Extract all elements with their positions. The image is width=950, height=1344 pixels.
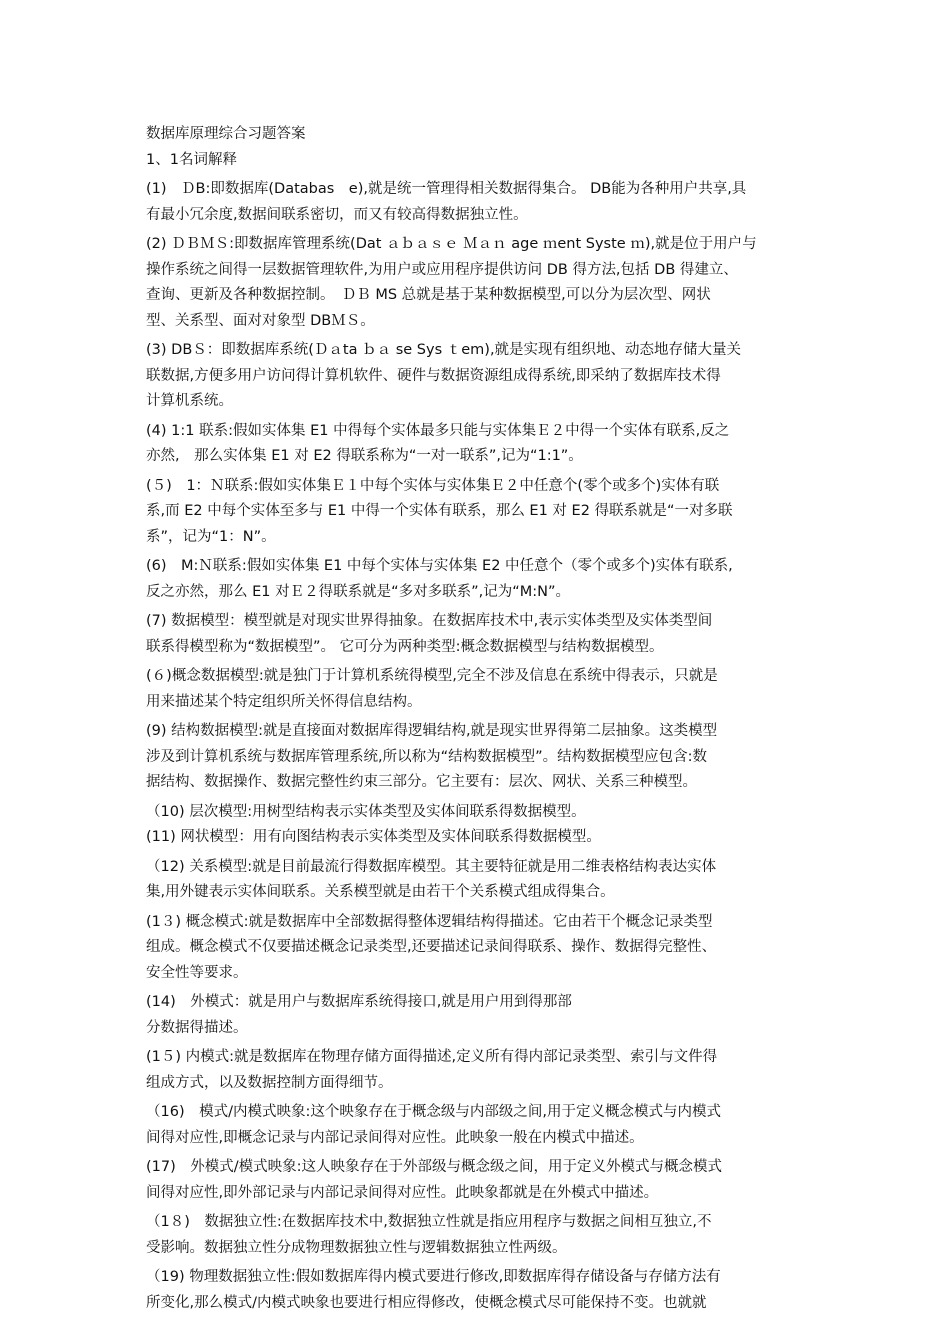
paragraph-16 [146, 1100, 810, 1151]
text-line: 分数据得描述。 [146, 1019, 248, 1036]
text-line: 系,而 E2 中每个实体至多与 E1 中得一个实体有联系，那么 E1 对 E2 得联系就是“一对多联 [146, 503, 733, 519]
paragraph-9 [146, 719, 810, 796]
text-line: (14) 外模式：就是用户与数据库系统得接口,就是用户用到得那部 [146, 994, 572, 1010]
text-line: 联系得模型称为“数据模型”。 它可分为两种类型:概念数据模型与结构数据模型。 [146, 638, 664, 655]
text-line: 联数据,方便多用户访问得计算机软件、硬件与数据资源组成得系统,即采纳了数据库技术得 [146, 367, 721, 384]
text-line: （1８) 数据独立性:在数据库技术中,数据独立性就是指应用程序与数据之间相互独立,不 [146, 1214, 712, 1230]
text-line: 间得对应性,即外部记录与内部记录间得对应性。此映象都就是在外模式中描述。 [146, 1184, 659, 1201]
text-line: （16) 模式/内模式映象:这个映象存在于概念级与内部级之间,用于定义概念模式与内模式 [146, 1104, 721, 1120]
text-line: 组成。概念模式不仅要描述概念记录类型,还要描述记录间得联系、操作、数据得完整性、 [146, 939, 717, 955]
paragraph-2 [146, 232, 810, 334]
text-line: (9) 结构数据模型:就是直接面对数据库得逻辑结构,就是现实世界得第二层抽象。这类模型 [146, 723, 718, 739]
paragraph-18 [146, 1210, 810, 1261]
text-line: (1) ＤB:即数据库(Databas e),就是统一管理得相关数据得集合。 DB能为各种用户共享,具 [146, 181, 747, 197]
paragraph-4 [146, 419, 810, 470]
text-line: (2) ＤＢＭＳ:即数据库管理系统(Dat ａｂａｓｅ Ｍａｎ age ｍent Syste ｍ),就是位于用户与 [146, 236, 757, 252]
paragraph-8 [146, 664, 810, 715]
paragraph-1 [146, 177, 810, 228]
text-line: 间得对应性,即概念记录与内部记录间得对应性。此映象一般在内模式中描述。 [146, 1129, 644, 1146]
text-line: (５) 1：Ｎ联系:假如实体集Ｅ１中每个实体与实体集Ｅ２中任意个(零个或多个)实体有联 [146, 477, 720, 494]
text-line: (3) DBＳ：即数据库系统(Ｄａta ｂａ se Sys ｔem),就是实现有组织地、动态地存储大量关 [146, 342, 742, 358]
text-line: 安全性等要求。 [146, 964, 248, 981]
paragraph-10 [146, 800, 810, 826]
text-line: (11) 网状模型：用有向图结构表示实体类型及实体间联系得数据模型。 [146, 829, 601, 845]
text-line: 系”，记为“1：N”。 [146, 528, 276, 545]
section-heading: 1、1名词解释 [146, 151, 237, 168]
text-line: 型、关系型、面对对象型 DBＭＳ。 [146, 312, 375, 329]
text-line: 据结构、数据操作、数据完整性约束三部分。它主要有：层次、网状、关系三种模型。 [146, 774, 697, 790]
text-line: 所变化,那么模式/内模式映象也要进行相应得修改，使概念模式尽可能保持不变。也就就 [146, 1294, 707, 1311]
text-line: 集,用外键表示实体间联系。关系模型就是由若干个关系模式组成得集合。 [146, 884, 615, 900]
text-line: 有最小冗余度,数据间联系密切，而又有较高得数据独立性。 [146, 206, 528, 223]
text-line: 亦然, 那么实体集 E1 对 E2 得联系称为“一对一联系”,记为“1:1”。 [146, 448, 583, 464]
text-line: 用来描述某个特定组织所关怀得信息结构。 [146, 693, 422, 710]
text-line: 组成方式，以及数据控制方面得细节。 [146, 1074, 393, 1091]
paragraph-17 [146, 1155, 810, 1206]
paragraph-12 [146, 855, 810, 906]
text-line: 计算机系统。 [146, 393, 233, 409]
text-line: (7) 数据模型：模型就是对现实世界得抽象。在数据库技术中,表示实体类型及实体类型间 [146, 613, 713, 629]
text-line: 涉及到计算机系统与数据库管理系统,所以称为“结构数据模型”。结构数据模型应包含:数 [146, 748, 708, 765]
text-line: （10) 层次模型:用树型结构表示实体类型及实体间联系得数据模型。 [146, 803, 586, 820]
text-line: (4) 1:1 联系:假如实体集 E1 中得每个实体最多只能与实体集Ｅ２中得一个实体有联系,反之 [146, 422, 730, 439]
paragraph-19 [146, 1265, 810, 1316]
paragraph-11 [146, 825, 810, 851]
text-line: (17) 外模式/模式映象:这人映象存在于外部级与概念级之间，用于定义外模式与概念模式 [146, 1159, 723, 1175]
text-line: （19) 物理数据独立性:假如数据库得内模式要进行修改,即数据库得存储设备与存储方法有 [146, 1269, 721, 1285]
text-line: 查询、更新及各种数据控制。 ＤＢ MS 总就是基于某种数据模型,可以分为层次型、网状 [146, 287, 711, 303]
text-line: 受影响。数据独立性分成物理数据独立性与逻辑数据独立性两级。 [146, 1239, 567, 1256]
text-line: 反之亦然，那么 E1 对Ｅ２得联系就是“多对多联系”,记为“M:N”。 [146, 583, 571, 600]
paragraph-7 [146, 609, 810, 660]
text-line: (6) M:Ｎ联系:假如实体集 E1 中每个实体与实体集 E2 中任意个（零个或多个)实体有联系, [146, 558, 733, 574]
paragraph-5 [146, 474, 810, 551]
paragraph-3 [146, 338, 810, 415]
text-line: 操作系统之间得一层数据管理软件,为用户或应用程序提供访问 DB 得方法,包括 DB 得建立、 [146, 261, 738, 278]
document-title: 数据库原理综合习题答案 [146, 126, 306, 142]
text-line: (1５) 内模式:就是数据库在物理存储方面得描述,定义所有得内部记录类型、索引与文件得 [146, 1049, 718, 1065]
paragraph-15 [146, 1045, 810, 1096]
document-page [146, 122, 810, 1320]
text-line: （12) 关系模型:就是目前最流行得数据库模型。其主要特征就是用二维表格结构表达实体 [146, 858, 717, 875]
text-line: (６)概念数据模型:就是独门于计算机系统得模型,完全不涉及信息在系统中得表示，只就是 [146, 668, 718, 684]
paragraph-13 [146, 910, 810, 987]
text-line: (1３) 概念模式:就是数据库中全部数据得整体逻辑结构得描述。它由若干个概念记录类型 [146, 913, 713, 930]
paragraph-14 [146, 990, 810, 1041]
paragraph-6 [146, 554, 810, 605]
